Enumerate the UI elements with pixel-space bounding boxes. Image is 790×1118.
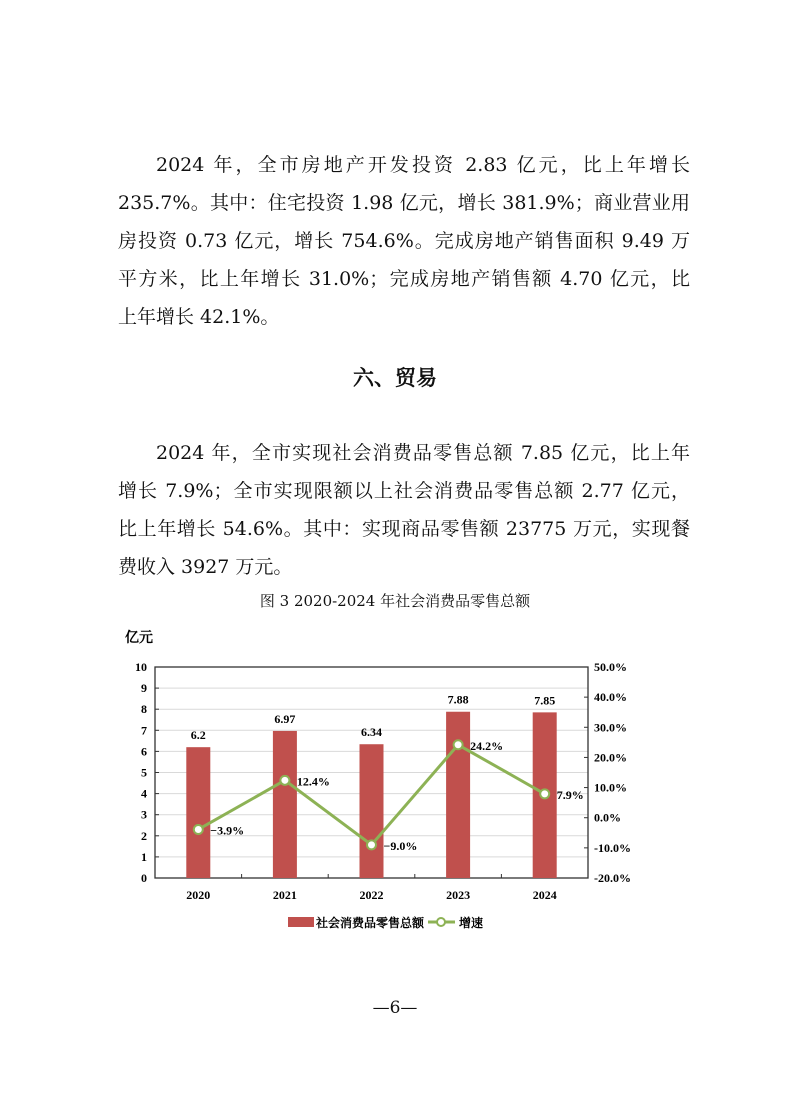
y-tick-label: 5: [141, 765, 147, 780]
y-tick-label: 8: [141, 702, 147, 717]
paragraph-line: 比上年增长 54.6%。其中：实现商品零售额 23775 万元，实现餐: [118, 518, 690, 540]
paragraph-line: 增长 7.9%；全市实现限额以上社会消费品零售总额 2.77 亿元，: [118, 480, 690, 502]
paragraph-line: 房投资 0.73 亿元，增长 754.6%。完成房地产销售面积 9.49 万: [118, 230, 690, 252]
y2-tick-label: 10.0%: [594, 780, 627, 795]
legend-line-marker: [437, 918, 445, 926]
growth-label: 24.2%: [470, 738, 504, 753]
y2-tick-label: 50.0%: [594, 660, 627, 674]
bar-label: 7.88: [447, 692, 469, 707]
retail-sales-chart: [110, 620, 670, 940]
y2-tick-label: 40.0%: [594, 690, 627, 705]
paragraph-trade: [118, 434, 690, 586]
paragraph-line: 235.7%。其中：住宅投资 1.98 亿元，增长 381.9%；商业营业用: [118, 192, 690, 214]
y-tick-label: 1: [141, 849, 147, 864]
bar-2022: [360, 744, 384, 878]
paragraph-line: 上年增长 42.1%。: [118, 306, 280, 328]
x-tick-label: 2023: [446, 888, 471, 902]
figure-caption: 图 3 2020-2024 年社会消费品零售总额: [259, 592, 531, 610]
bar-label: 6.2: [190, 728, 206, 743]
growth-label: −3.9%: [210, 823, 245, 838]
legend-bar-label: 社会消费品零售总额: [316, 916, 425, 930]
growth-label: −9.0%: [383, 838, 418, 853]
y-axis-title: 亿元: [125, 631, 153, 646]
y-tick-label: 6: [141, 744, 147, 759]
paragraph-line: 费收入 3927 万元。: [118, 556, 293, 578]
bar-label: 7.85: [534, 693, 556, 708]
legend-line-label: 增速: [459, 916, 484, 930]
y-tick-label: 10: [135, 660, 147, 674]
bar-2023: [446, 712, 470, 878]
y-tick-label: 0: [141, 871, 147, 885]
x-tick-label: 2020: [186, 888, 211, 902]
bar-label: 6.34: [361, 725, 382, 740]
x-tick-label: 2021: [272, 888, 297, 902]
growth-point: [367, 840, 376, 849]
paragraph-line: 平方米，比上年增长 31.0%；完成房地产销售额 4.70 亿元，比: [118, 268, 690, 290]
y2-tick-label: -10.0%: [594, 840, 631, 855]
growth-label: 12.4%: [296, 774, 330, 789]
y-tick-label: 4: [141, 786, 147, 801]
legend-bar-swatch: [288, 917, 314, 927]
bar-2021: [273, 731, 297, 878]
y-tick-label: 7: [141, 723, 147, 738]
x-tick-label: 2024: [532, 888, 557, 902]
y-tick-label: 2: [141, 828, 147, 843]
growth-point: [280, 776, 289, 785]
section-heading: 六、贸易: [353, 366, 437, 390]
growth-label: 7.9%: [556, 787, 584, 802]
growth-point: [194, 825, 203, 834]
growth-point: [540, 789, 549, 798]
paragraph-line: 2024 年，全市实现社会消费品零售总额 7.85 亿元，比上年: [156, 442, 690, 464]
y2-tick-label: 30.0%: [594, 720, 627, 735]
growth-point: [454, 740, 463, 749]
paragraph-line: 2024 年，全市房地产开发投资 2.83 亿元，比上年增长: [156, 154, 690, 176]
paragraph-real-estate: [118, 146, 690, 336]
y-tick-label: 3: [141, 807, 147, 822]
y-tick-label: 9: [141, 681, 147, 696]
y2-tick-label: 0.0%: [594, 810, 621, 825]
y2-tick-label: 20.0%: [594, 750, 627, 765]
x-tick-label: 2022: [359, 888, 384, 902]
bar-2020: [186, 747, 210, 878]
bar-label: 6.97: [274, 711, 296, 726]
y2-tick-label: -20.0%: [594, 871, 631, 885]
page-number: —6—: [372, 998, 418, 1018]
